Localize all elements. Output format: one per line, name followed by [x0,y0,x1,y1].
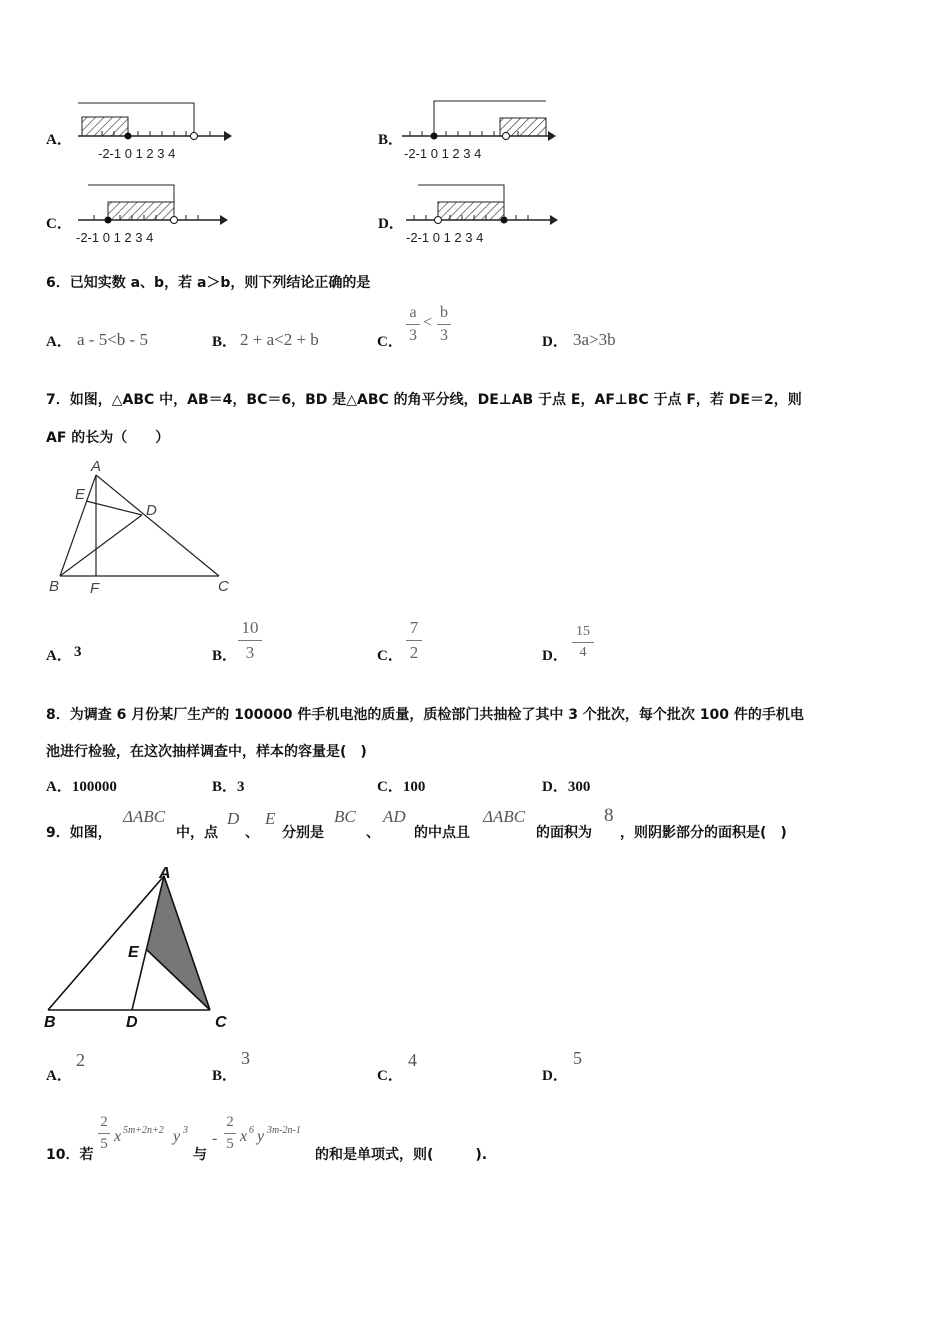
fraction-7-over-2 [406,618,422,663]
math-d: D [227,809,240,828]
option-c-value: 4 [408,1050,417,1070]
exponent: 3 [183,1125,188,1136]
option-value: 100 [402,779,426,795]
vertex-label-a: A [91,458,102,475]
fraction-b-over-3 [437,304,451,345]
vertex-label-c: C [218,578,229,595]
math-triangle-abc: ΔABC [483,807,526,826]
option-d-text: 3a>3b [573,330,616,349]
arrow-head [224,131,232,141]
arrow-head [550,215,558,225]
option-letter: B． [212,1068,238,1084]
minus-sign: - [212,1130,218,1147]
stem-text: 、 [245,825,259,841]
shaded-region [82,117,128,136]
option-a-value: 2 [76,1050,85,1070]
denominator: 5 [100,1136,108,1152]
closed-point [125,133,132,140]
numerator: 10 [241,618,259,637]
option-value: 3 [237,779,245,795]
fraction-2-over-5 [98,1114,110,1153]
option-letter: C． [377,334,403,350]
q8-option-b [212,775,245,796]
tick-labels: -2-1 0 1 2 3 4 [406,230,484,245]
shaded-triangle [147,876,210,1010]
option-letter: B． [212,779,238,795]
denominator: 3 [440,327,448,344]
option-letter: C． [377,1068,403,1084]
numerator: 7 [409,618,419,637]
option-letter: A． [46,334,72,350]
open-point [503,133,510,140]
open-point [435,217,442,224]
option-value: 100000 [71,779,117,795]
option-a-text: a - 5<b - 5 [77,330,148,349]
fraction-15-over-4 [572,624,594,661]
option-letter: A． [46,132,72,148]
number-line-figure [74,180,244,248]
open-point [191,133,198,140]
math-x: x [240,1128,248,1145]
fraction-a-over-3 [406,304,420,345]
number-line-figure [402,180,572,248]
option-letter: C． [377,648,403,664]
numerator: a [409,304,417,321]
fraction-10-over-3 [238,618,262,663]
exponent: 3m-2n-1 [267,1125,301,1136]
stem-text: ，则阴影部分的面积是( ) [620,825,787,841]
option-value: 300 [567,779,591,795]
option-d-value: 5 [573,1048,582,1068]
number-line-figure [398,96,568,164]
denominator: 3 [409,327,417,344]
math-area-8: 8 [604,805,614,826]
denominator: 4 [579,645,587,660]
triangle-abc-figure-q9 [40,860,250,1040]
number-line-figure [74,96,244,164]
option-a-value: 3 [74,644,82,660]
stem-text: 的面积为 [536,825,592,841]
numerator: 2 [100,1114,108,1130]
q8-option-a [46,775,117,796]
stem-text: 与 [193,1147,207,1163]
option-letter: A． [46,648,72,664]
question-8-stem-line2: 池进行检验，在这次抽样调查中，样本的容量是( ) [46,744,367,760]
less-than-sign: < [423,314,433,331]
math-bc: BC [334,807,356,826]
shaded-region [438,202,504,220]
closed-point [105,217,112,224]
arrow-head [220,215,228,225]
arrow-head [548,131,556,141]
vertex-label-b: B [49,578,60,595]
option-letter: B． [212,334,238,350]
open-point [171,217,178,224]
option-letter: C． [46,216,72,232]
exponent: 5m+2n+2 [123,1125,164,1136]
numerator: 2 [226,1114,234,1130]
question-8-stem-line1: 8．为调查 6 月份某厂生产的 100000 件手机电池的质量，质检部门共抽检了其中 3 个批次，每个批次 100 件的手机电 [46,707,804,723]
tick-labels: -2-1 0 1 2 3 4 [98,146,176,161]
closed-point [431,133,438,140]
math-x: x [114,1128,122,1145]
math-ad: AD [383,807,406,826]
option-letter: A． [46,779,72,795]
vertex-label-a: A [159,865,171,882]
denominator: 5 [226,1136,234,1152]
denominator: 3 [245,643,255,662]
tick-labels: -2-1 0 1 2 3 4 [404,146,482,161]
option-b-value: 3 [241,1048,250,1068]
option-letter: C． [377,779,403,795]
stem-text: 、 [366,825,380,841]
option-letter: B． [378,132,404,148]
point-label-d: D [126,1014,138,1031]
point-label-e: E [75,486,86,503]
math-y: y [257,1128,265,1145]
closed-point [501,217,508,224]
point-label-d: D [146,502,157,519]
triangle-abc-figure-q7 [44,456,244,598]
q8-option-c [377,775,425,796]
question-7-stem-line1: 7．如图，△ABC 中，AB＝4，BC＝6，BD 是△ABC 的角平分线，DE⊥AB 于点 E，AF⊥BC 于点 F，若 DE＝2，则 [46,392,802,408]
option-letter: B． [212,648,238,664]
stem-text: 分别是 [282,825,324,841]
stem-text: 的中点且 [414,825,470,841]
option-letter: D． [542,334,568,350]
question-7-stem-line2: AF 的长为（ ） [46,430,170,446]
numerator: b [440,304,448,321]
point-label-f: F [90,580,100,597]
tick-labels: -2-1 0 1 2 3 4 [76,230,154,245]
option-letter: D． [542,1068,568,1084]
point-label-e: E [128,944,139,961]
stem-text: 中，点 [176,825,218,841]
fraction-2-over-5 [224,1114,236,1153]
option-letter: D． [542,648,568,664]
math-y: y [173,1128,181,1145]
vertex-label-c: C [215,1014,227,1031]
shaded-region [108,202,174,220]
stem-text: 10．若 [46,1147,94,1163]
numerator: 15 [576,624,590,639]
math-e: E [265,809,276,828]
math-triangle-abc: ΔABC [123,807,166,826]
vertex-label-b: B [44,1014,56,1031]
exponent: 6 [249,1125,254,1136]
denominator: 2 [409,643,419,662]
question-6-stem: 6．已知实数 a、b，若 a＞b，则下列结论正确的是 [46,275,371,291]
option-letter: D． [378,216,404,232]
stem-text: 9．如图， [46,825,112,841]
q8-option-d [542,775,590,796]
stem-text: 的和是单项式，则( ). [315,1147,488,1163]
option-b-text: 2 + a<2 + b [240,330,319,349]
option-letter: D． [542,779,568,795]
option-letter: A． [46,1068,72,1084]
